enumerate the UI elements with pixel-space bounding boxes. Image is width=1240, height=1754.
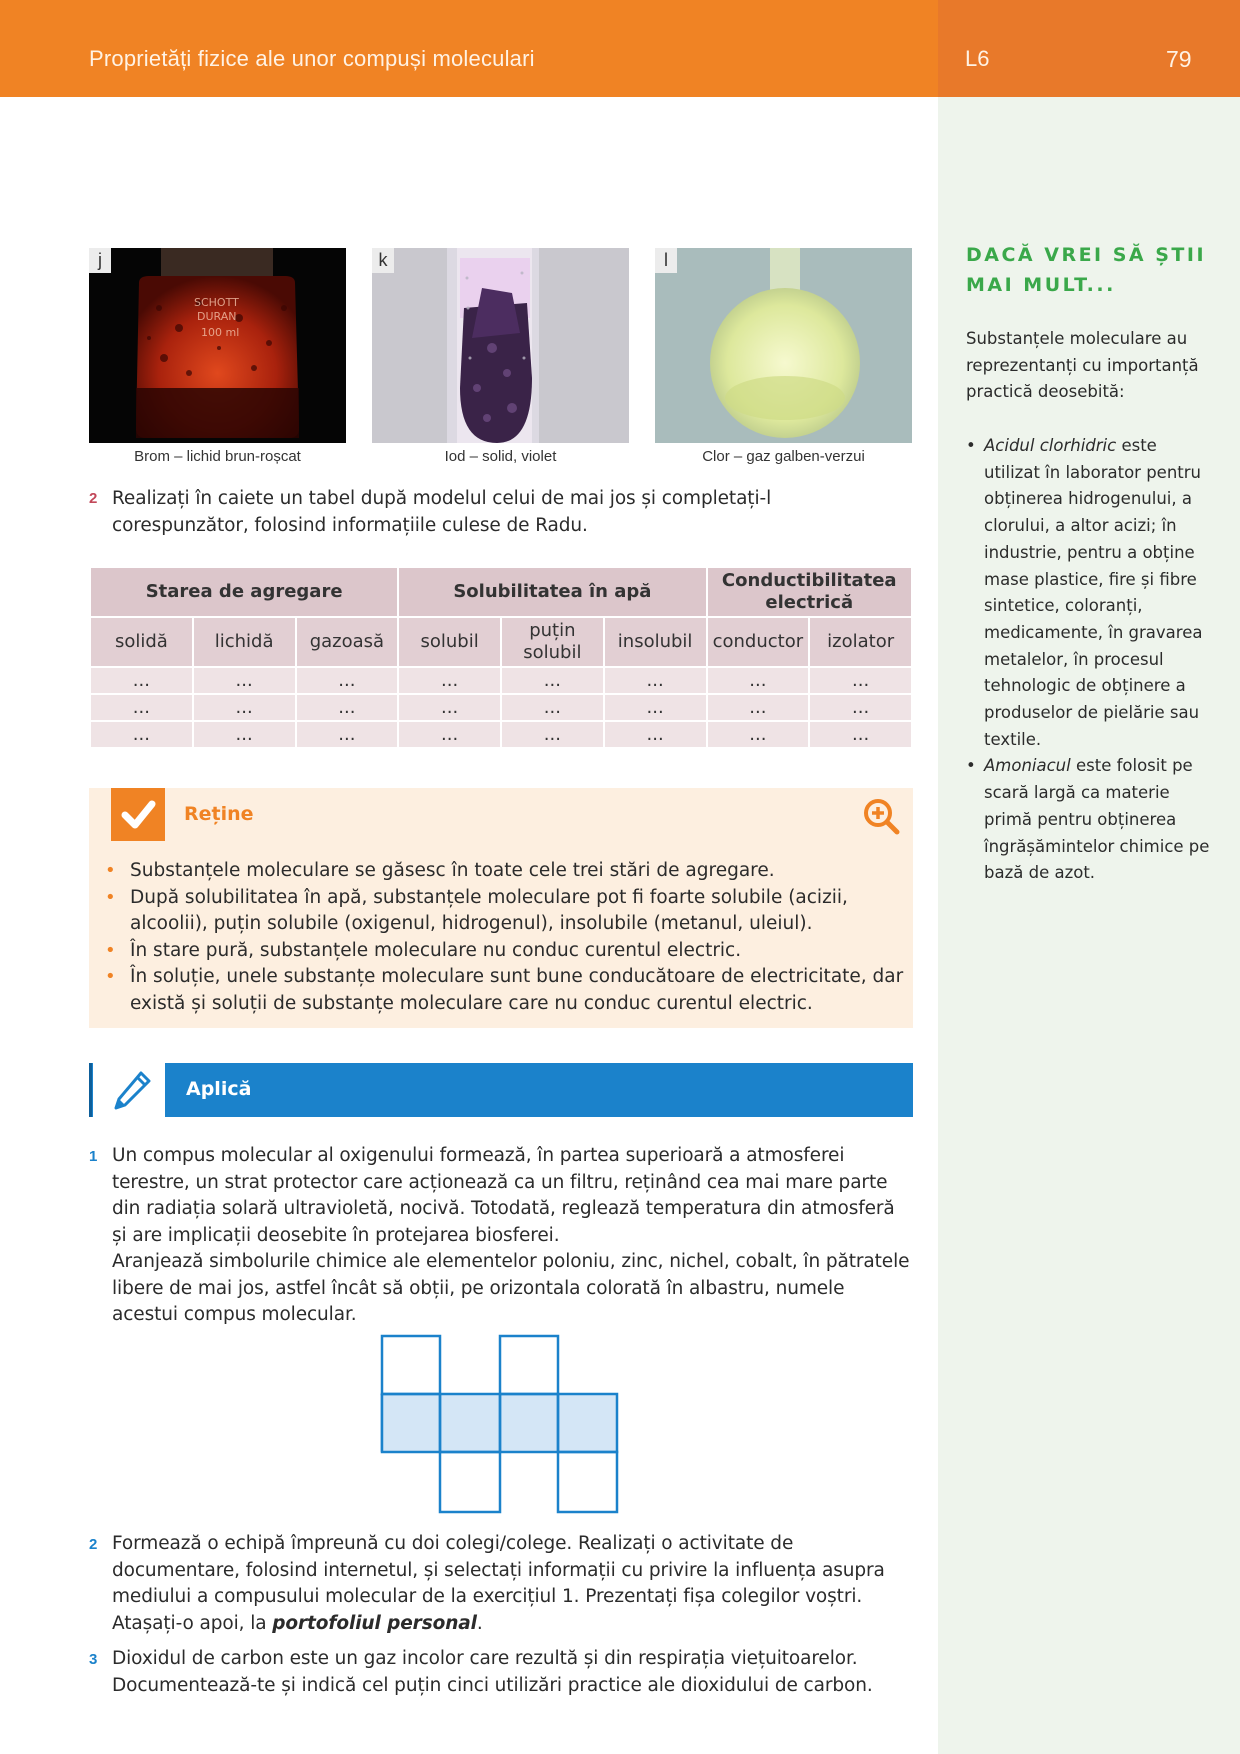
retine-item: • După solubilitatea în apă, substanțele moleculare pot fi foarte solubile (acizii, alcoolii), puțin solubile (oxigenul, hidrogenul), insolubile (metanul, uleiul).	[89, 885, 909, 938]
table-cell: ...	[399, 668, 500, 693]
pencil-icon	[93, 1063, 165, 1117]
photo-label-l: l	[655, 248, 677, 273]
caption-iodine: Iod – solid, violet	[444, 448, 557, 465]
table-cell: ...	[502, 695, 603, 720]
svg-text:100 ml: 100 ml	[201, 326, 240, 339]
svg-text:DURAN: DURAN	[197, 310, 237, 323]
retine-box	[89, 788, 913, 1028]
table-cell: ...	[502, 668, 603, 693]
term-ammonia: Amoniacul	[984, 756, 1071, 776]
table-cell: ...	[605, 695, 706, 720]
checkmark-icon	[111, 788, 165, 841]
aplica-header	[89, 1063, 913, 1117]
header-solubility: Solubilitatea în apă	[399, 568, 705, 616]
caption-bromine: Brom – lichid brun-roșcat	[134, 448, 301, 465]
table-cell: ...	[194, 695, 295, 720]
table-cell: ...	[502, 722, 603, 747]
photo-label-k: k	[372, 248, 394, 273]
retine-item: • În soluție, unele substanțe moleculare sunt bune conducătoare de electricitate, dar există și soluții de substanțe moleculare care nu conduc curentul electric.	[89, 964, 909, 1017]
sidebar-item-hcl: • Acidul clorhidric este utilizat în laborator pentru obținerea hidrogenului, a clorului, a altor acizi; în industrie, pentru a obține mase plastice, fire și fibre sintetice, coloranți, medicamente, în gravarea metalelor, în procesul tehnologic de obținere a produselor de pielărie sau textile.	[966, 433, 1216, 753]
retine-title: Reține	[184, 803, 254, 825]
table-cell: ...	[708, 668, 809, 693]
aplica-title: Aplică	[186, 1078, 252, 1100]
table-cell: ...	[810, 695, 911, 720]
grid-cell[interactable]	[558, 1452, 617, 1512]
photo-iodine	[372, 248, 629, 443]
task-number: 2	[89, 490, 98, 507]
exercise-3-number: 3	[89, 1651, 98, 1668]
caption-chlorine: Clor – gaz galben-verzui	[702, 448, 865, 465]
subheader-cell: solubil	[399, 618, 500, 666]
zoom-in-icon[interactable]	[861, 796, 901, 840]
table-cell: ...	[91, 695, 192, 720]
table-cell: ...	[194, 722, 295, 747]
subheader-cell: gazoasă	[297, 618, 398, 666]
grid-cell[interactable]	[440, 1452, 500, 1512]
portfolio-emphasis: portofoliul personal	[272, 1612, 477, 1634]
subheader-cell: izolator	[810, 618, 911, 666]
photo-label-j: j	[89, 248, 111, 273]
table-cell: ...	[399, 695, 500, 720]
aplica-stripe	[89, 1063, 92, 1117]
term-hcl: Acidul clorhidric	[984, 436, 1117, 455]
table-cell: ...	[399, 722, 500, 747]
table-row	[91, 722, 911, 747]
sidebar-list	[966, 433, 1216, 887]
subheader-cell: insolubil	[605, 618, 706, 666]
properties-table	[89, 566, 913, 749]
bromine-bottle-illustration	[89, 248, 346, 443]
table-cell: ...	[708, 722, 809, 747]
exercise-1-instruction: Aranjează simbolurile chimice ale elementelor poloniu, zinc, nichel, cobalt, în pătratele libere de mai jos, astfel încât să obții, pe orizontala colorată în albastru, numele acestui compus molecular.	[112, 1251, 910, 1325]
table-cell: ...	[605, 668, 706, 693]
grid-cell[interactable]	[382, 1336, 440, 1394]
task-text: Realizați în caiete un tabel după modelul celui de mai jos și completați-l corespunzător, folosind informațiile culese de Radu.	[112, 488, 772, 536]
subheader-cell: lichidă	[194, 618, 295, 666]
table-cell: ...	[605, 722, 706, 747]
table-cell: ...	[297, 722, 398, 747]
exercise-1-number: 1	[89, 1148, 98, 1165]
sidebar-item-ammonia: • Amoniacul este folosit pe scară largă ca materie primă pentru obținerea îngrășămintelor chimice pe bază de azot.	[966, 753, 1216, 887]
iodine-tube-illustration	[372, 248, 629, 443]
exercise-2-number: 2	[89, 1536, 98, 1553]
table-cell: ...	[810, 722, 911, 747]
table-row	[91, 668, 911, 693]
subheader-cell: puțin solubil	[502, 618, 603, 666]
exercise-1-text	[112, 1143, 912, 1329]
lesson-label: L6	[965, 46, 990, 71]
header-conductivity: Conductibilitatea electrică	[708, 568, 912, 616]
page-number: 79	[1166, 46, 1192, 72]
grid-cell[interactable]	[500, 1336, 558, 1394]
exercise-2-text: Formează o echipă împreună cu doi colegi/colege. Realizați o activitate de documentare, folosind internetul, și selectați informații cu privire la influența asupra mediului a compusului molecular de la exercițiul 1. Prezentați fișa colegilor voștri. Atașați-o apoi, la portofoliul personal.	[112, 1533, 885, 1634]
table-header-row	[91, 568, 911, 616]
page-header-title: Proprietăți fizice ale unor compuși moleculari	[89, 46, 535, 71]
crossword-grid	[380, 1334, 624, 1516]
exercise-3-text: Dioxidul de carbon este un gaz incolor care rezultă și din respirația viețuitoarelor. Documentează-te și indică cel puțin cinci utilizări practice ale dioxidului de carbon.	[112, 1648, 873, 1696]
table-subheader-row	[91, 618, 911, 666]
sidebar-heading: DACĂ VREI SĂ ȘTII MAI MULT...	[966, 244, 1207, 296]
table-cell: ...	[297, 695, 398, 720]
chlorine-flask-illustration	[655, 248, 912, 443]
table-row	[91, 695, 911, 720]
photo-bromine	[89, 248, 346, 443]
sidebar-intro: Substanțele moleculare au reprezentanți cu importanță practică deosebită:	[966, 329, 1199, 402]
subheader-cell: solidă	[91, 618, 192, 666]
header-state: Starea de agregare	[91, 568, 397, 616]
svg-text:SCHOTT: SCHOTT	[194, 296, 239, 309]
subheader-cell: conductor	[708, 618, 809, 666]
table-cell: ...	[194, 668, 295, 693]
table-cell: ...	[708, 695, 809, 720]
table-cell: ...	[91, 668, 192, 693]
photo-chlorine	[655, 248, 912, 443]
table-cell: ...	[91, 722, 192, 747]
retine-item: • Substanțele moleculare se găsesc în toate cele trei stări de agregare.	[89, 858, 909, 885]
table-cell: ...	[810, 668, 911, 693]
exercise-1-intro: Un compus molecular al oxigenului formează, în partea superioară a atmosferei terestre, un strat protector care acționează ca un filtru, reținând cea mai mare parte din radiația solară ultravioletă, nocivă. Totodată, reglează temperatura din atmosferă și are implicații deosebite în protejarea biosferei.	[112, 1145, 895, 1246]
table-cell: ...	[297, 668, 398, 693]
retine-list	[89, 858, 909, 1017]
retine-item: • În stare pură, substanțele moleculare nu conduc curentul electric.	[89, 938, 909, 965]
